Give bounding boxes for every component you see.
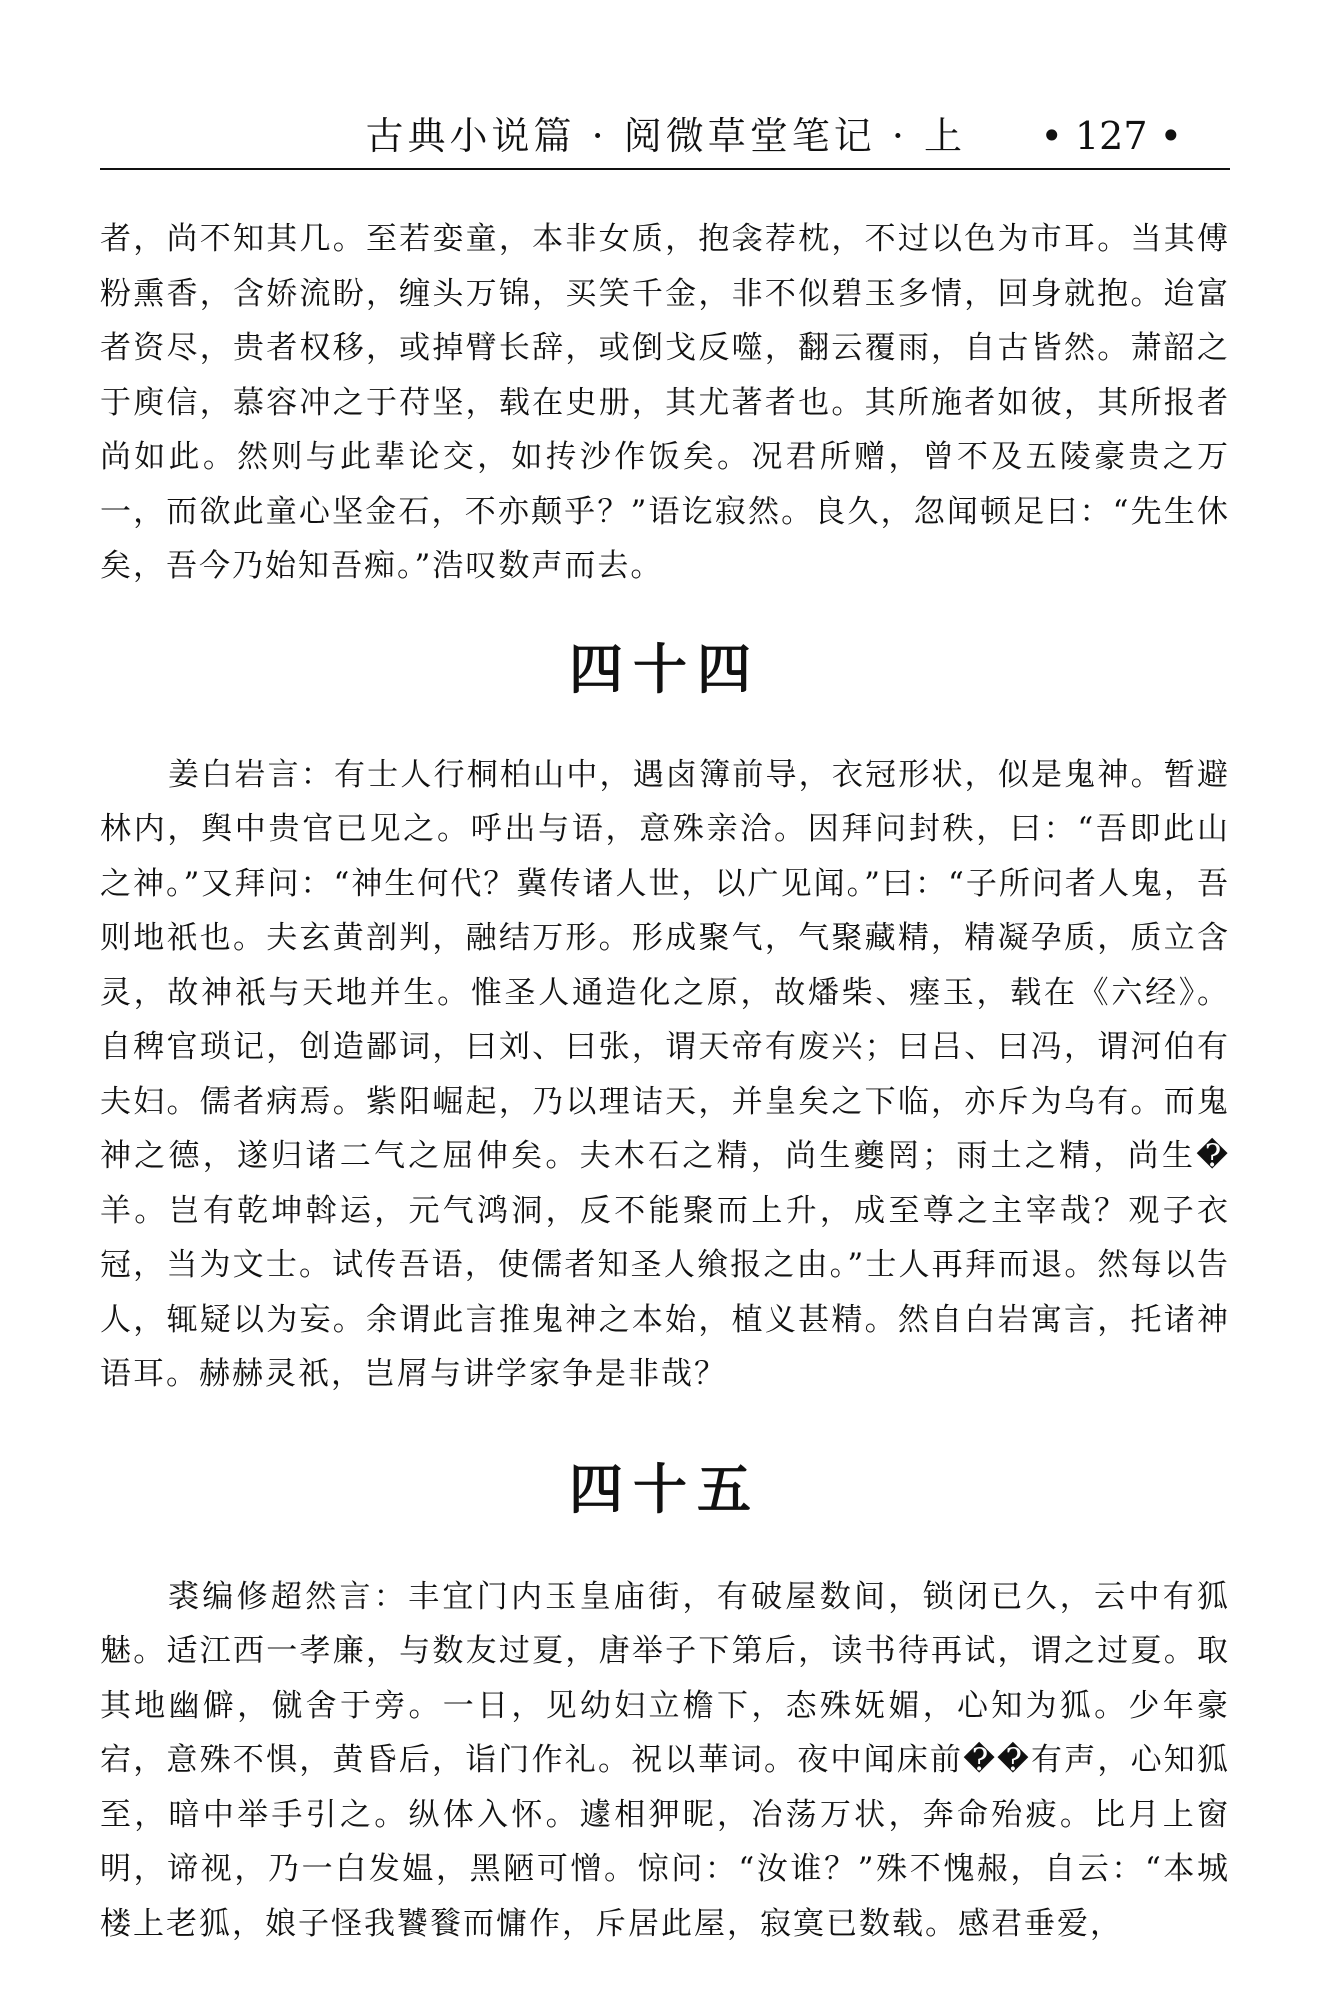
continuation-paragraph: 者，尚不知其几。至若娈童，本非女质，抱衾荐枕，不过以色为市耳。当其傅粉熏香，含娇流盼，缠头万锦，买笑千金，非不似碧玉多情，回身就抱。迨富者资尽，贵者权移，或掉臂长辞，或倒戈反噬，翻云覆雨，自古皆然。萧韶之于庾信，慕容冲之于苻坚，载在史册，其尤著者也。其所施者如彼，其所报者尚如此。然则与此辈论交，如抟沙作饭矣。况君所赠，曾不及五陵豪贵之万一，而欲此童心坚金石，不亦颠乎？”语讫寂然。良久，忽闻顿足曰：“先生休矣，吾今乃始知吾痴。”浩叹数声而去。: [100, 221, 1230, 584]
page-body: [100, 212, 1230, 1951]
section-45-paragraph: 裘编修超然言：丰宜门内玉皇庙街，有破屋数间，锁闭已久，云中有狐魅。适江西一孝廉，与数友过夏，唐举子下第后，读书待再试，谓之过夏。取其地幽僻，僦舍于旁。一日，见幼妇立檐下，态殊妩媚，心知为狐。少年豪宕，意殊不惧，黄昏后，诣门作礼。祝以華词。夜中闻床前��有声，心知狐至，暗中举手引之。纵体入怀。遽相狎昵，冶荡万状，奔命殆疲。比月上窗明，谛视，乃一白发媪，黑陋可憎。惊问：“汝谁？”殊不愧赧，自云：“本城楼上老狐，娘子怪我饕餮而慵作，斥居此屋，寂寞已数载。感君垂爱，: [100, 1578, 1230, 1942]
section-heading-45: 四十五: [569, 1457, 761, 1521]
page-number: • 127 •: [1040, 114, 1182, 158]
section-44-paragraph: 姜白岩言：有士人行桐柏山中，遇卤簿前导，衣冠形状，似是鬼神。暂避林内，舆中贵官已见之。呼出与语，意殊亲洽。因拜问封秩，曰：“吾即此山之神。”又拜问：“神生何代？冀传诸人世，以广见闻。”曰：“子所问者人鬼，吾则地祇也。夫玄黄剖判，融结万形。形成聚气，气聚藏精，精凝孕质，质立含灵，故神祇与天地并生。惟圣人通造化之原，故燔柴、瘗玉，载在《六经》。自稗官琐记，创造鄙词，曰刘、曰张，谓天帝有废兴；曰吕、曰冯，谓河伯有夫妇。儒者病焉。紫阳崛起，乃以理诘天，并皇矣之下临，亦斥为乌有。而鬼神之德，遂归诸二气之屈伸矣。夫木石之精，尚生夔罔；雨土之精，尚生�羊。岂有乾坤斡运，元气鸿洞，反不能聚而上升，成至尊之主宰哉？观子衣冠，当为文士。试传吾语，使儒者知圣人飨报之由。”士人再拜而退。然每以告人，辄疑以为妄。余谓此言推鬼神之本始，植义甚精。然自白岩寓言，托诸神语耳。赫赫灵祇，岂屑与讲学家争是非哉？: [100, 756, 1230, 1392]
header-rule: [100, 168, 1230, 170]
running-title: 古典小说篇 · 阅微草堂笔记 · 上: [365, 114, 966, 158]
running-header: [100, 104, 1230, 164]
section-heading-44: 四十四: [569, 637, 761, 701]
